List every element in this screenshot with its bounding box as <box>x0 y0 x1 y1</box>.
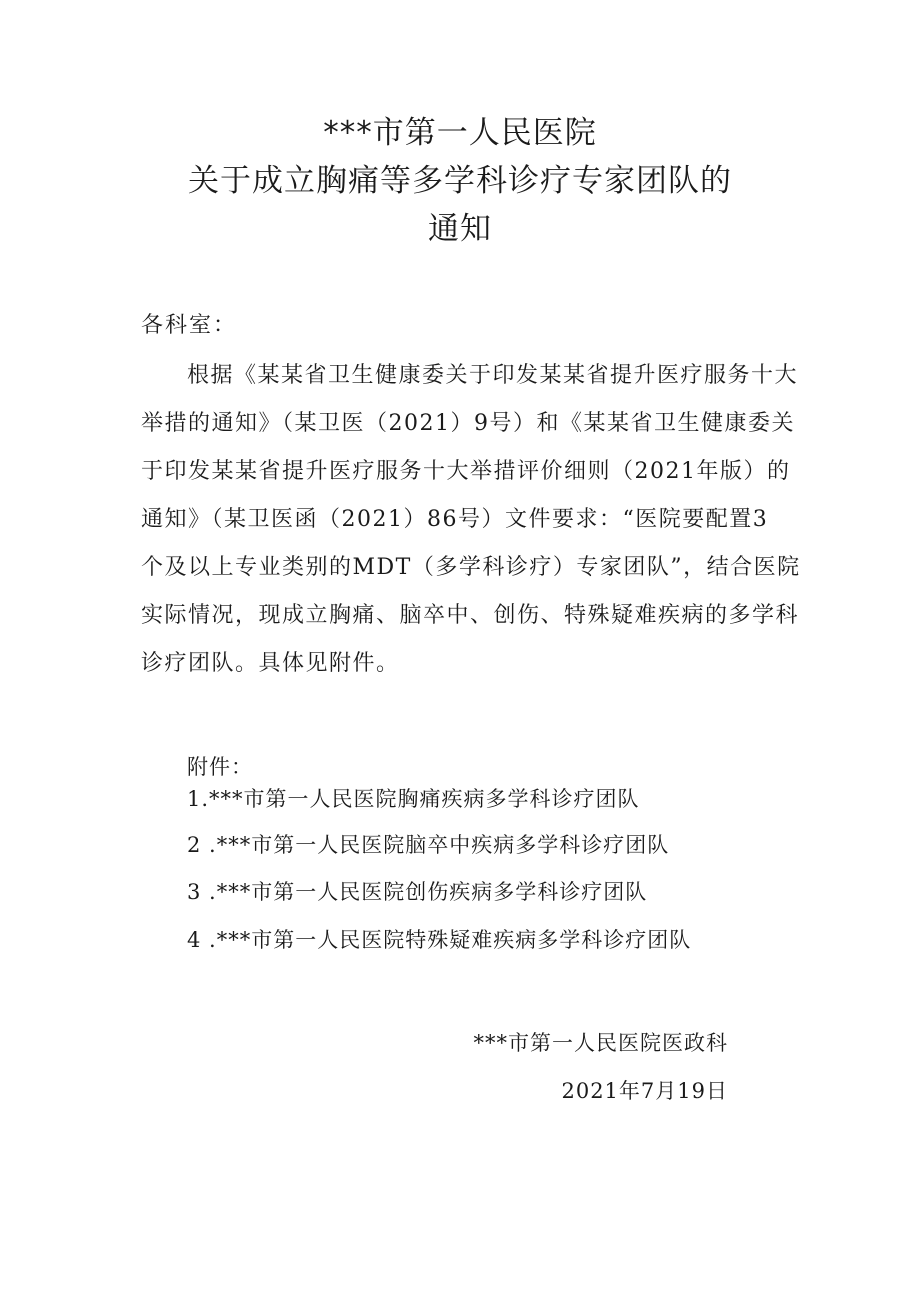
document-title-line-1: ***市第一人民医院 <box>323 115 597 151</box>
document-title-line-3: 通知 <box>428 211 492 247</box>
attachment-item: 1.***市第一人民医院胸痛疾病多学科诊疗团队 <box>187 787 640 811</box>
body-paragraph-line: 个及以上专业类别的MDT（多学科诊疗）专家团队”，结合医院 <box>141 555 801 580</box>
body-paragraph-line: 诊疗团队。具体见附件。 <box>141 651 400 676</box>
signature-organization: ***市第一人民医院医政科 <box>473 1031 728 1055</box>
body-paragraph-line: 于印发某某省提升医疗服务十大举措评价细则（2021年版）的 <box>141 459 791 484</box>
body-paragraph-line: 举措的通知》（某卫医（2021）9号）和《某某省卫生健康委关 <box>141 411 795 436</box>
document-title-line-2: 关于成立胸痛等多学科诊疗专家团队的 <box>188 163 732 199</box>
signature-date: 2021年7月19日 <box>561 1079 728 1103</box>
attachment-item: 3 .***市第一人民医院创伤疾病多学科诊疗团队 <box>187 880 648 904</box>
salutation: 各科室： <box>141 313 238 338</box>
body-paragraph-line: 通知》（某卫医函（2021）86号）文件要求：“医院要配置3 <box>141 507 769 532</box>
body-paragraph-line: 实际情况，现成立胸痛、脑卒中、创伤、特殊疑难疾病的多学科 <box>141 603 800 628</box>
attachments-label: 附件： <box>187 755 253 779</box>
attachment-item: 4 .***市第一人民医院特殊疑难疾病多学科诊疗团队 <box>187 928 692 952</box>
attachment-item: 2 .***市第一人民医院脑卒中疾病多学科诊疗团队 <box>187 833 670 857</box>
body-paragraph-line: 根据《某某省卫生健康委关于印发某某省提升医疗服务十大 <box>187 363 799 388</box>
